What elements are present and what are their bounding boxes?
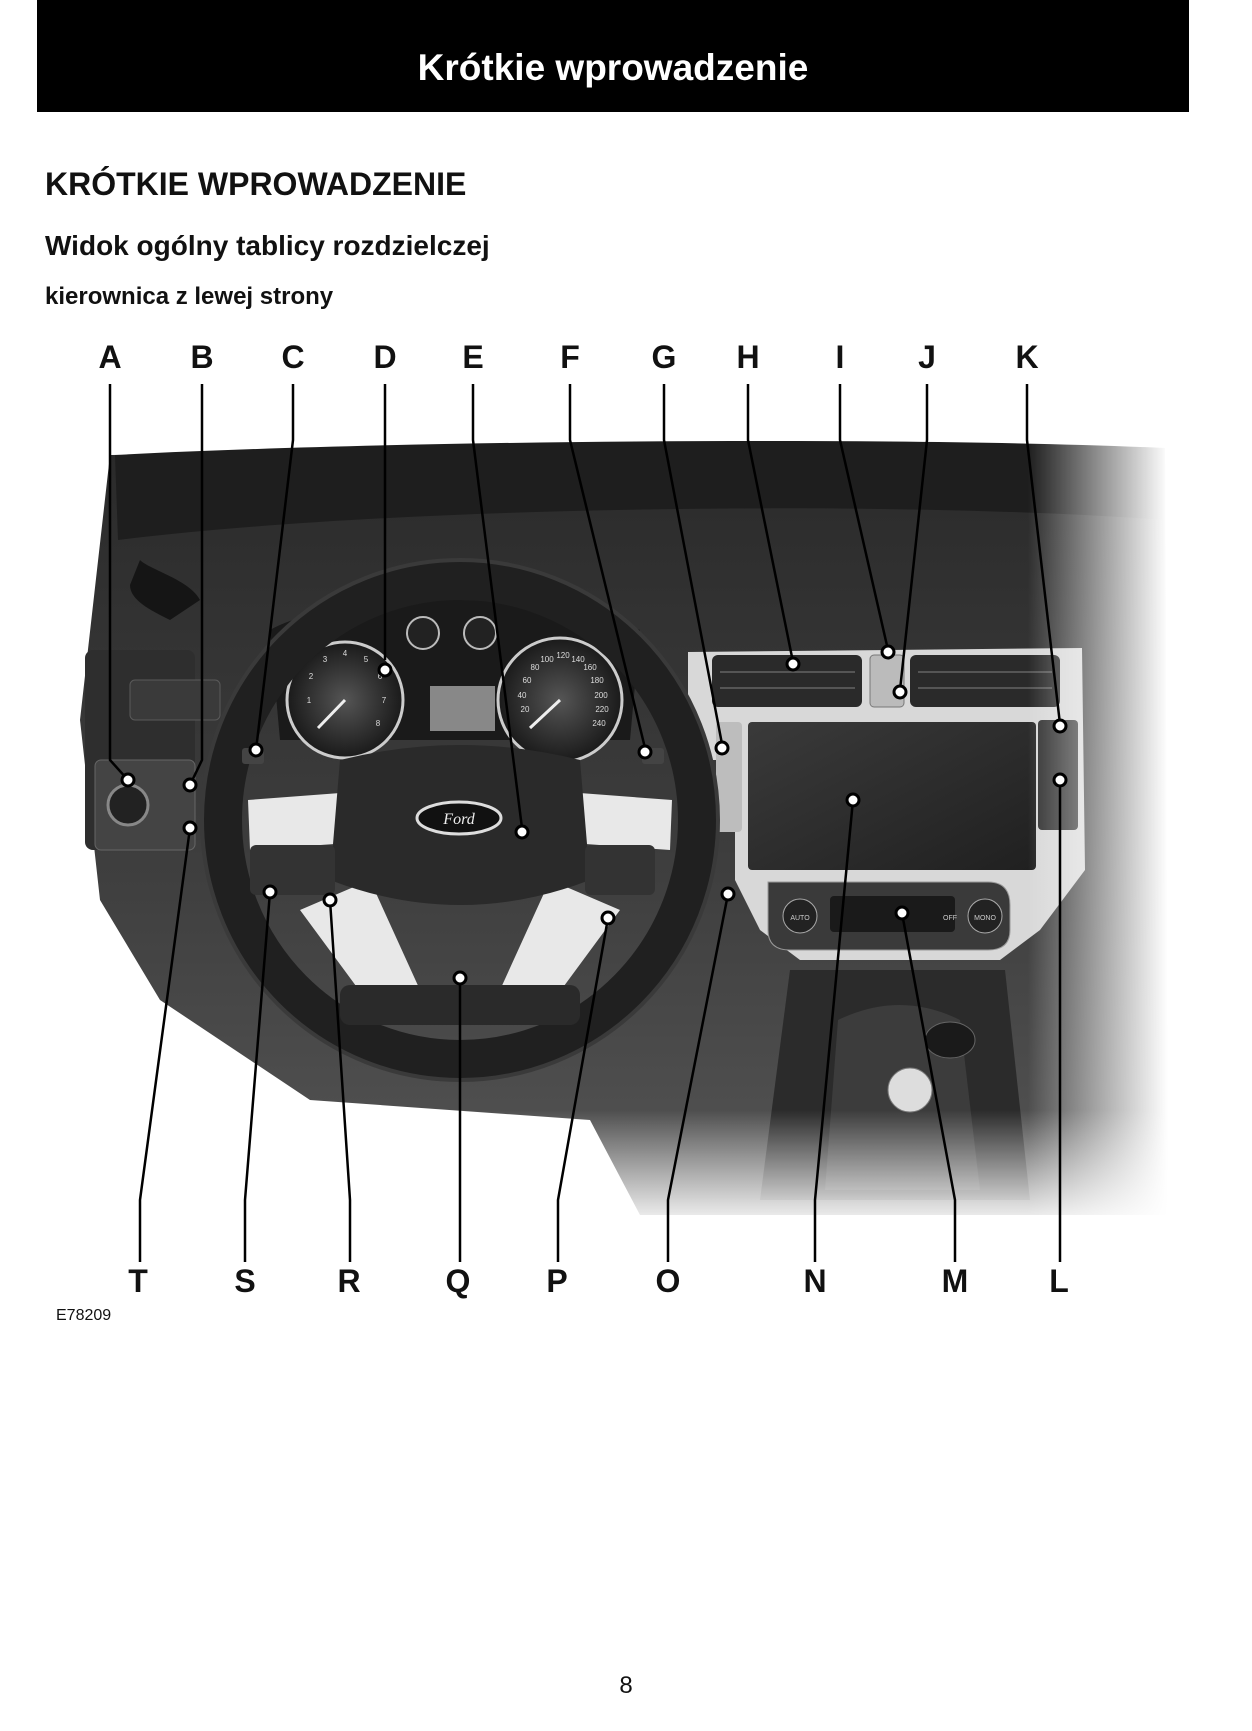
callout-label-i: I	[835, 339, 845, 375]
dot-t	[184, 822, 196, 834]
callout-label-o: O	[655, 1263, 681, 1299]
dot-l	[1054, 774, 1066, 786]
section-subheading: Widok ogólny tablicy rozdzielczej	[45, 230, 490, 261]
dot-k	[1054, 720, 1066, 732]
dot-m	[896, 907, 908, 919]
dot-a	[122, 774, 134, 786]
callout-label-j: J	[918, 339, 936, 375]
callout-label-t: T	[128, 1263, 148, 1299]
dot-b	[184, 779, 196, 791]
dot-h	[787, 658, 799, 670]
bottom-callout-labels	[128, 1263, 1069, 1299]
section-heading: KRÓTKIE WPROWADZENIE	[45, 166, 467, 202]
callout-label-q: Q	[445, 1263, 471, 1299]
callout-label-k: K	[1015, 339, 1039, 375]
callout-label-p: P	[546, 1263, 568, 1299]
callout-label-e: E	[462, 339, 484, 375]
top-callout-labels	[98, 339, 1038, 375]
callout-label-b: B	[190, 339, 214, 375]
callout-label-r: R	[337, 1263, 361, 1299]
dot-j	[894, 686, 906, 698]
dot-r	[324, 894, 336, 906]
dot-s	[264, 886, 276, 898]
callout-label-g: G	[651, 339, 677, 375]
callout-label-s: S	[234, 1263, 256, 1299]
callout-label-f: F	[560, 339, 580, 375]
dot-e	[516, 826, 528, 838]
dot-q	[454, 972, 466, 984]
callout-label-n: N	[803, 1263, 827, 1299]
fade-bottom	[0, 430, 1168, 1230]
dot-i	[882, 646, 894, 658]
dot-p	[602, 912, 614, 924]
callout-label-l: L	[1049, 1263, 1069, 1299]
dot-f	[639, 746, 651, 758]
page-number: 8	[619, 1672, 633, 1699]
callout-label-a: A	[98, 339, 122, 375]
dot-n	[847, 794, 859, 806]
dot-o	[722, 888, 734, 900]
dot-c	[250, 744, 262, 756]
dot-d	[379, 664, 391, 676]
callout-label-d: D	[373, 339, 397, 375]
section-caption: kierownica z lewej strony	[45, 283, 334, 310]
dot-g	[716, 742, 728, 754]
figure-code: E78209	[56, 1307, 112, 1324]
callout-label-m: M	[941, 1263, 969, 1299]
callout-label-h: H	[736, 339, 760, 375]
callout-label-c: C	[281, 339, 305, 375]
header-title: Krótkie wprowadzenie	[417, 47, 809, 88]
